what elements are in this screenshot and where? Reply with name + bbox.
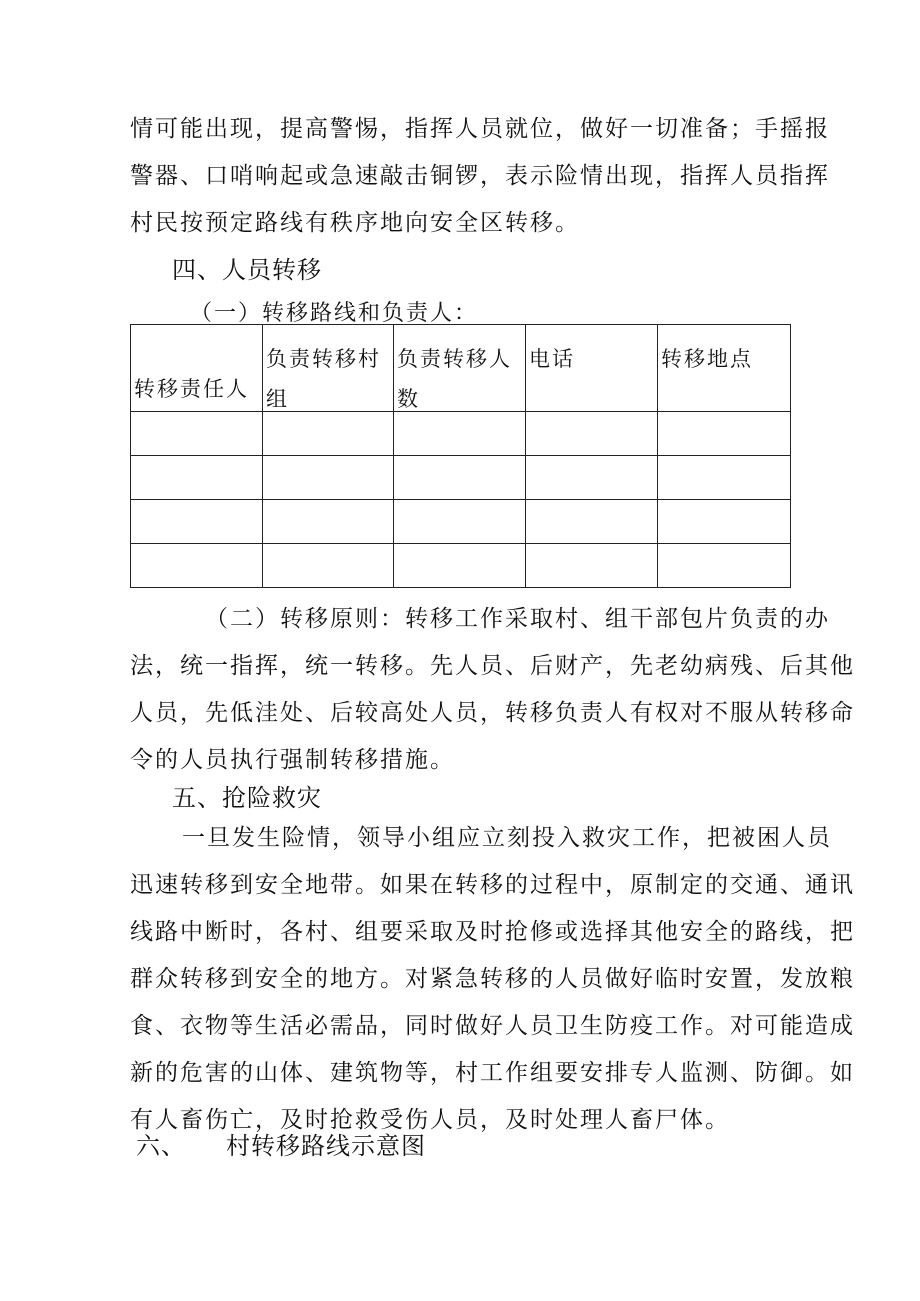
header-responsible-person: 转移责任人 (134, 377, 249, 401)
table-cell (658, 500, 791, 544)
intro-line: 警器、口哨响起或急速敲击铜锣，表示险情出现，指挥人员指挥 (130, 163, 830, 189)
section-5-heading: 五、抢险救灾 (172, 784, 322, 812)
principles-line: 人员，先低洼处、后较高处人员，转移负责人有权对不服从转移命 (130, 700, 855, 726)
rescue-line: 群众转移到安全的地方。对紧急转移的人员做好临时安置，发放粮 (130, 966, 855, 992)
header-cell (526, 325, 658, 412)
table-cell (131, 500, 263, 544)
intro-line: 情可能出现，提高警惕，指挥人员就位，做好一切准备；手摇报 (130, 116, 830, 142)
header-cell (394, 325, 526, 412)
principles-line: 法，统一指挥，统一转移。先人员、后财产，先老幼病残、后其他 (130, 653, 855, 679)
table-cell (131, 456, 263, 500)
table-header-row (131, 325, 791, 412)
principles-line: 令的人员执行强制转移措施。 (130, 747, 455, 773)
table-cell (658, 544, 791, 588)
principles-line: （二）转移原则：转移工作采取村、组干部包片负责的办 (205, 606, 830, 632)
rescue-line: 一旦发生险情，领导小组应立刻投入救灾工作，把被困人员 (182, 825, 832, 851)
rescue-line: 新的危害的山体、建筑物等，村工作组要安排专人监测、防御。如 (130, 1060, 855, 1086)
table-cell (526, 412, 658, 456)
section-6-title: 村转移路线示意图 (226, 1132, 426, 1160)
section-4-heading: 四、人员转移 (172, 256, 322, 284)
table-row (131, 456, 791, 500)
rescue-line: 有人畜伤亡，及时抢救受伤人员，及时处理人畜尸体。 (130, 1107, 730, 1133)
table-cell (526, 544, 658, 588)
table-cell (526, 500, 658, 544)
rescue-paragraph (130, 815, 855, 1144)
table-cell (394, 456, 526, 500)
transfer-routes-subheading: （一）转移路线和负责人： (190, 301, 479, 326)
table-cell (263, 500, 394, 544)
header-cell (658, 325, 791, 412)
table-cell (131, 544, 263, 588)
transfer-principles-paragraph (130, 596, 855, 784)
table-cell (394, 500, 526, 544)
section-6-number: 六、 (136, 1132, 186, 1160)
rescue-line: 食、衣物等生活必需品，同时做好人员卫生防疫工作。对可能造成 (130, 1013, 855, 1039)
rescue-line: 线路中断时，各村、组要采取及时抢修或选择其他安全的路线，把 (130, 919, 855, 945)
header-cell (263, 325, 394, 412)
rescue-line: 迅速转移到安全地带。如果在转移的过程中，原制定的交通、通讯 (130, 872, 855, 898)
table-cell (394, 544, 526, 588)
table-cell (526, 456, 658, 500)
table-cell (658, 412, 791, 456)
header-village-group: 负责转移村组 (266, 347, 381, 411)
table-row (131, 500, 791, 544)
table-row (131, 544, 791, 588)
header-people-count: 负责转移人数 (397, 347, 512, 411)
table-cell (263, 456, 394, 500)
header-destination: 转移地点 (661, 347, 753, 371)
table-cell (658, 456, 791, 500)
header-cell (131, 325, 263, 412)
header-phone: 电话 (529, 347, 575, 371)
table-cell (263, 544, 394, 588)
table-cell (131, 412, 263, 456)
intro-paragraph (130, 106, 830, 247)
transfer-table (130, 324, 791, 588)
intro-line: 村民按预定路线有秩序地向安全区转移。 (130, 210, 580, 236)
